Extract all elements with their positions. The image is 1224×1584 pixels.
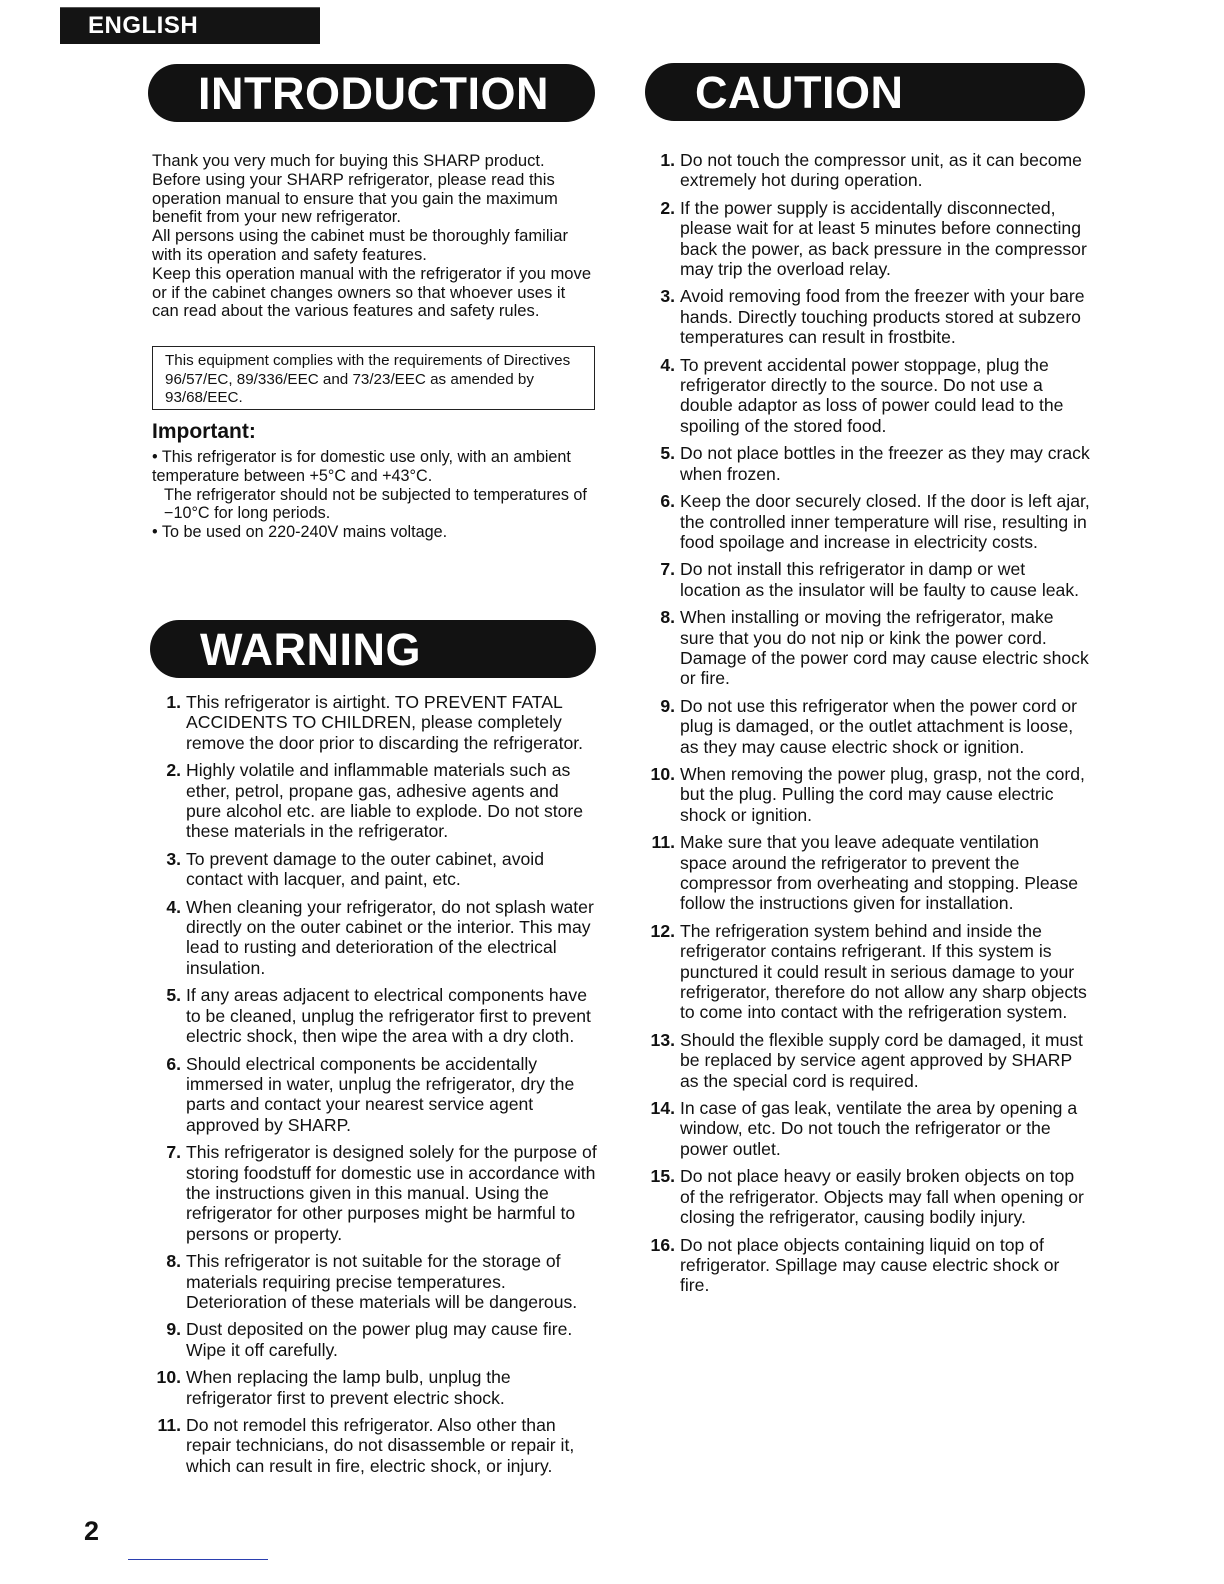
introduction-heading: INTRODUCTION <box>148 64 595 122</box>
item-text: The refrigeration system behind and inside the refrigerator contains refrigerant. If this system is punctured it could result in serious damage to your refrigerator, therefore do not allow any sharp objects to come into contact with the refrigeration system. <box>680 920 1087 1023</box>
caution-item <box>647 443 1090 484</box>
caution-item <box>647 198 1090 280</box>
item-text: This refrigerator is not suitable for the storage of materials requiring precise temperatures. Deterioration of these materials will be dangerous. <box>186 1251 578 1312</box>
intro-paragraph: Keep this operation manual with the refrigerator if you move or if the cabinet changes owners so that whoever uses it can read about the various features and safety rules. <box>152 263 592 321</box>
caution-item <box>647 1235 1090 1296</box>
language-tab: ENGLISH <box>60 8 320 44</box>
important-list <box>152 448 598 542</box>
warning-item <box>153 1367 597 1408</box>
item-text: Should the flexible supply cord be damaged, it must be replaced by service agent approved by SHARP as the special cord is required. <box>680 1029 1083 1091</box>
item-number: 8. <box>660 607 675 628</box>
item-text: Do not place heavy or easily broken objects on top of the refrigerator. Objects may fall when opening or closing the refrigerator, causing bodily injury. <box>680 1166 1084 1228</box>
intro-paragraph: Thank you very much for buying this SHARP product. Before using your SHARP refrigerator, please read this operation manual to ensure that you gain the maximum benefit from your new refrigerator. <box>152 151 558 227</box>
warning-item <box>153 692 597 753</box>
warning-item <box>153 897 597 979</box>
item-number: 7. <box>660 559 675 580</box>
warning-item <box>153 1054 597 1136</box>
item-text: This refrigerator is airtight. TO PREVENT FATAL ACCIDENTS TO CHILDREN, please completely remove the door prior to discarding the refrigerator. <box>186 692 584 753</box>
item-text: To prevent accidental power stoppage, plug the refrigerator directly to the source. Do not use a double adaptor as loss of power could lead to the spoiling of the stored food. <box>680 354 1064 436</box>
footer-rule <box>128 1559 268 1560</box>
item-text: When cleaning your refrigerator, do not splash water directly on the outer cabinet or the interior. This may lead to rusting and deterioration of the electrical insulation. <box>186 896 594 978</box>
item-text: Do not place bottles in the freezer as they may crack when frozen. <box>680 443 1090 484</box>
item-text: Avoid removing food from the freezer with your bare hands. Directly touching products stored at subzero temperatures can result in frostbite. <box>680 286 1085 348</box>
item-number: 1. <box>660 150 675 170</box>
item-number: 5. <box>166 985 181 1006</box>
item-text: Highly volatile and inflammable materials such as ether, petrol, propane gas, adhesive agents and pure alcohol etc. are liable to explode. Do not store these materials in the refrigerator. <box>186 760 584 842</box>
introduction-body <box>152 152 596 321</box>
item-text: If the power supply is accidentally disconnected, please wait for at least 5 minutes before connecting back the power, as back pressure in the compressor may trip the overload relay. <box>680 197 1087 280</box>
item-text: When replacing the lamp bulb, unplug the refrigerator first to prevent electric shock. <box>186 1367 511 1408</box>
item-text: Make sure that you leave adequate ventilation space around the refrigerator to prevent the compressor from overheating and stopping. Please follow the instructions given for installation. <box>680 832 1079 914</box>
item-number: 5. <box>660 443 675 464</box>
item-number: 2. <box>166 760 181 781</box>
intro-paragraph: All persons using the cabinet must be thoroughly familiar with its operation and safety features. <box>152 226 568 264</box>
item-number: 14. <box>650 1098 675 1119</box>
item-number: 3. <box>660 286 675 307</box>
item-number: 16. <box>650 1234 675 1255</box>
caution-item <box>647 1030 1090 1091</box>
item-number: 2. <box>660 197 675 218</box>
page-number: 2 <box>84 1516 100 1546</box>
important-item: The refrigerator should not be subjected to temperatures of −10°C for long periods. <box>164 485 587 523</box>
caution-item <box>647 286 1090 347</box>
item-text: Do not use this refrigerator when the power cord or plug is damaged, or the outlet attachment is loose, as they may cause electric shock or ignition. <box>680 695 1078 757</box>
item-number: 9. <box>660 695 675 716</box>
caution-item <box>647 491 1090 552</box>
item-text: Do not touch the compressor unit, as it can become extremely hot during operation. <box>680 150 1082 191</box>
item-text: If any areas adjacent to electrical components have to be cleaned, unplug the refrigerator first to prevent electric shock, then wipe the area with a dry cloth. <box>186 985 591 1047</box>
important-item: • To be used on 220-240V mains voltage. <box>152 523 448 542</box>
caution-item <box>647 355 1090 437</box>
important-item: • This refrigerator is for domestic use only, with an ambient temperature between +5°C and +43°C. <box>152 448 571 485</box>
caution-item <box>647 832 1090 914</box>
item-number: 13. <box>650 1029 675 1050</box>
important-heading: Important: <box>152 420 256 443</box>
warning-item <box>153 1319 597 1360</box>
item-number: 12. <box>650 920 675 941</box>
item-number: 6. <box>166 1053 181 1074</box>
item-number: 7. <box>166 1142 181 1163</box>
item-text: Do not install this refrigerator in damp or wet location as the insulator will be faulty to cause leak. <box>680 559 1080 600</box>
caution-item <box>647 559 1090 600</box>
item-number: 9. <box>166 1319 181 1340</box>
item-number: 4. <box>660 354 675 375</box>
caution-list <box>647 150 1090 1303</box>
caution-item <box>647 764 1090 825</box>
item-number: 11. <box>157 1415 181 1435</box>
warning-item <box>153 1415 597 1476</box>
item-number: 10. <box>650 763 675 784</box>
item-number: 4. <box>166 896 181 917</box>
item-text: To prevent damage to the outer cabinet, avoid contact with lacquer, and paint, etc. <box>186 848 544 890</box>
caution-item <box>647 921 1090 1023</box>
item-text: Do not place objects containing liquid on top of refrigerator. Spillage may cause electric shock or fire. <box>680 1234 1060 1296</box>
caution-item <box>647 696 1090 757</box>
item-text: Dust deposited on the power plug may cause fire. Wipe it off carefully. <box>186 1319 573 1360</box>
compliance-notice: This equipment complies with the requirements of Directives 96/57/EC, 89/336/EEC and 73/23/EEC as amended by 93/68/EEC. <box>152 346 595 410</box>
warning-item <box>153 1251 597 1312</box>
item-text: When removing the power plug, grasp, not the cord, but the plug. Pulling the cord may cause electric shock or ignition. <box>680 763 1085 825</box>
warning-list <box>153 692 597 1483</box>
caution-item <box>647 1166 1090 1227</box>
item-number: 15. <box>650 1166 675 1187</box>
item-number: 10. <box>156 1367 181 1388</box>
caution-item <box>647 150 1090 191</box>
item-number: 6. <box>660 491 675 512</box>
item-text: When installing or moving the refrigerator, make sure that you do not nip or kink the power cord. Damage of the power cord may cause electric shock or fire. <box>680 607 1089 689</box>
warning-item <box>153 849 597 890</box>
item-text: In case of gas leak, ventilate the area by opening a window, etc. Do not touch the refrigerator or the power outlet. <box>680 1098 1078 1159</box>
warning-item <box>153 1142 597 1244</box>
item-text: Do not remodel this refrigerator. Also other than repair technicians, do not disassemble or repair it, which can result in fire, electric shock, or injury. <box>186 1415 575 1476</box>
item-text: Keep the door securely closed. If the door is left ajar, the controlled inner temperature will rise, resulting in food spoilage and increase in electricity costs. <box>680 491 1090 552</box>
warning-heading: WARNING <box>150 620 596 678</box>
caution-item <box>647 1098 1090 1159</box>
item-text: Should electrical components be accidentally immersed in water, unplug the refrigerator, dry the parts and contact your nearest service agent approved by SHARP. <box>186 1053 575 1135</box>
warning-item <box>153 760 597 842</box>
caution-item <box>647 607 1090 689</box>
item-number: 3. <box>166 848 181 869</box>
item-text: This refrigerator is designed solely for the purpose of storing foodstuff for domestic use in accordance with the instructions given in this manual. Using the refrigerator for other purposes might be harmful to persons or property. <box>186 1142 597 1244</box>
item-number: 8. <box>166 1251 181 1272</box>
caution-heading: CAUTION <box>645 63 1085 121</box>
item-number: 11. <box>651 832 675 853</box>
warning-item <box>153 985 597 1046</box>
item-number: 1. <box>166 692 181 712</box>
